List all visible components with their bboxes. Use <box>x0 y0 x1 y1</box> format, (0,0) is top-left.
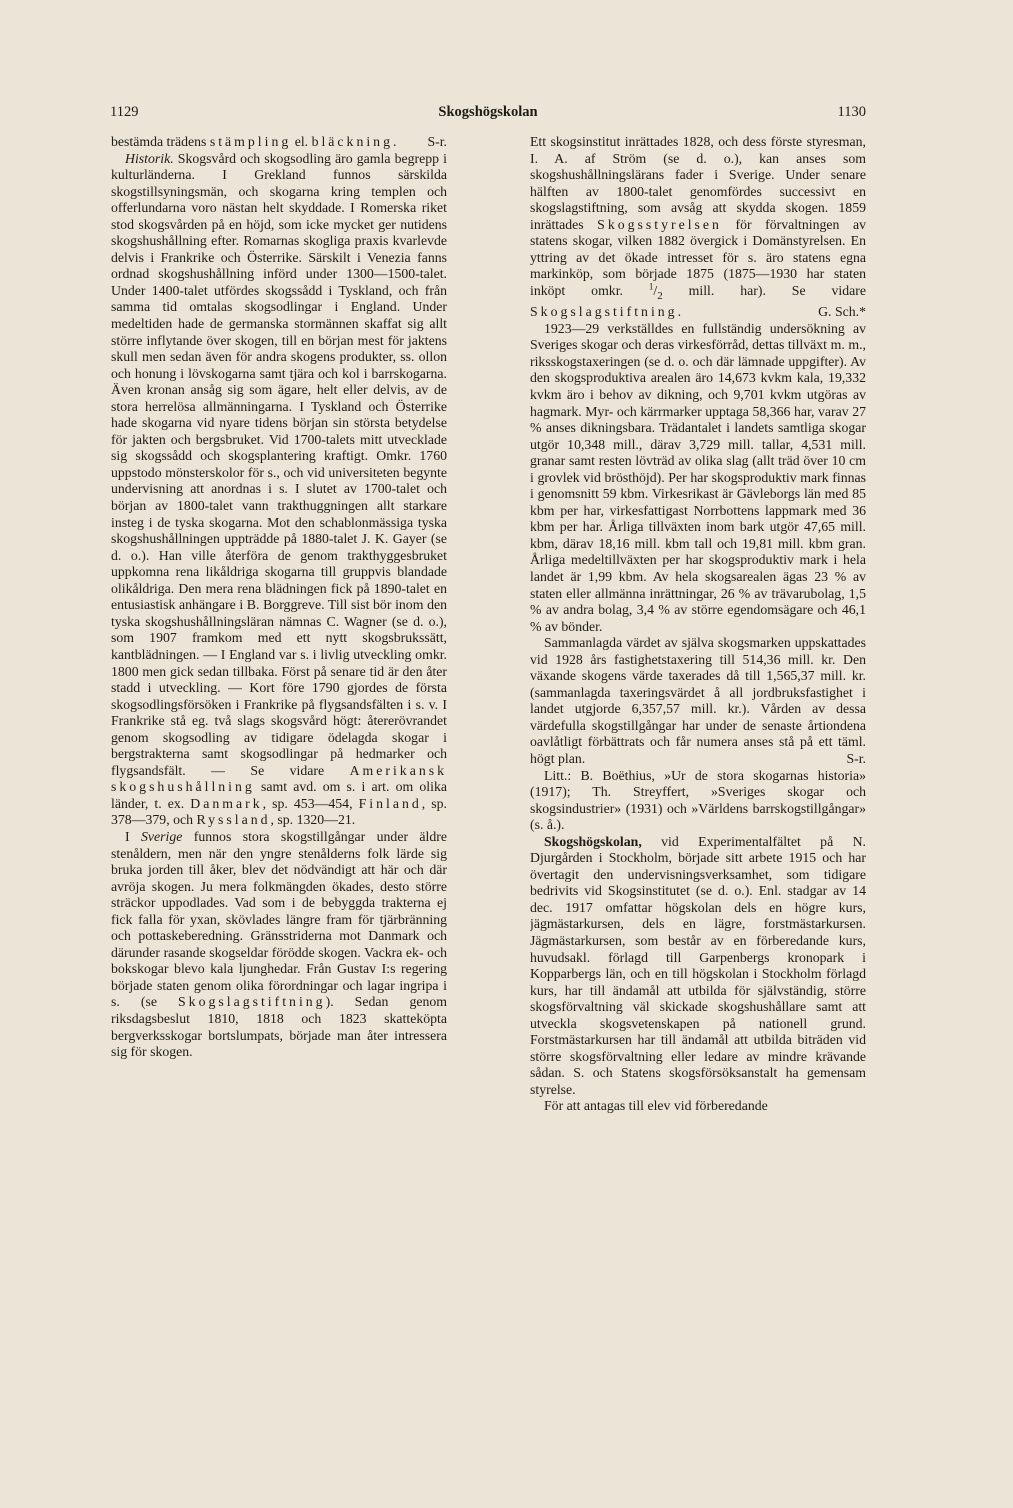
paragraph-stampling <box>111 134 447 151</box>
section-heading-historik: Historik. <box>125 150 174 166</box>
text-run: funnos stora skogstillgångar under äldre stenåldern, men när den yngre stenålderns folk lärde sig bruka jorden till åker, blev det nödvändigt att här och där avröja skogen. Ju mera folkmängden ökades, desto större sträckor uppodlades. Vad som i de bebyggda trakterna ej fick falla för yxan, skövlades längre fram för tjärbränning och pottaskeberedning. Gränsstriderna mot Danmark och därunder rasande skogseldar förödde skogen. Vackra ek- och bokskogar blevo kala ljunghedar. Från Gustav I:s regering började staten genom olika förordningar och lagar ingripa i s. (se <box>111 828 447 1010</box>
text-run: , sp. 1320—21. <box>270 812 356 828</box>
paragraph-historik <box>111 151 447 829</box>
running-title: Skogshögskolan <box>438 104 538 120</box>
spaced-term-blackning: bläckning. <box>311 134 400 149</box>
text-run: ). Sedan genom riksdagsbeslut 1810, 1818 och 1823 skatteköpta bergverksskogar bortslumpats, började man åter intressera sig för skogen. <box>111 994 447 1060</box>
cross-reference-skogslagstiftning: Skogslagstiftning <box>178 994 326 1010</box>
cross-reference-amerikansk: Amerikansk skogshushållning <box>111 762 447 795</box>
section-heading-sverige: Sverige <box>141 828 183 844</box>
spaced-term-stampling: stämpling <box>209 134 292 149</box>
text-run: mill. har). Se vidare <box>662 282 866 298</box>
text-run: , sp. 453—454, <box>262 795 359 811</box>
entry-heading-skogshogskolan: Skogshögskolan, <box>544 833 642 849</box>
right-column <box>530 134 866 1416</box>
page-header <box>110 104 866 124</box>
paragraph-varde <box>530 635 866 767</box>
left-column <box>111 134 447 1416</box>
author-signature: G. Sch.* <box>818 304 866 320</box>
paragraph-skogshogskolan <box>530 834 866 1099</box>
cross-reference-skogslagstiftning: Skogslagstiftning. <box>530 304 685 320</box>
cross-reference-danmark: Danmark <box>190 795 263 811</box>
author-signature: S-r. <box>846 750 866 766</box>
paragraph-sverige <box>111 829 447 1061</box>
paragraph-riksskogstaxering: 1923—29 verkställdes en fullständig undersökning av Sveriges skogar och deras virkesförråd, dettas tillväxt m. m., riksskogstaxeringen (se d. o. och där lämnade uppgifter). Av den skogsproduktiva arealen äro 14,673 kvkm kala, 19,332 kvkm äro i behov av dikning, och 9,701 kvkm utgöras av hagmark. Myr- och kärrmarker upptaga 58,366 har, varav 27 % anses dikningsbara. Trädantalet i landets samtliga skogar utgör 10,348 mill., därav 3,729 mill. tallar, 4,531 mill. granar samt resten lövträd av olika slag (allt träd över 10 cm i grovlek vid brösthöjd). Per har skogsproduktiv mark finnas i genomsnitt 59 kbm. Virkesrikast är Gävleborgs län med 85 kbm per har, virkesfattigast Norrbottens lappmark med 36 kbm per har. Årliga tillväxten inom bark utgör 47,65 mill. kbm, därav 18,16 mill. kbm tall och 19,81 mill. kbm gran. Årliga medeltillväxten per har skogsproduktiv mark i hela landet är 1,99 kbm. Av hela skogsarealen ägas 23 % av staten eller allmänna inrättningar, 26 % av trävarubolag, 1,5 % av andra bolag, 3,4 % av större egendomsägare och 46,1 % av bönder. <box>530 320 866 634</box>
text-run: , sp. 378—379, och <box>111 795 447 828</box>
cross-reference-finland: Finland <box>358 795 422 811</box>
text-run: Skogsvård och skogsodling äro gamla begrepp i kulturländerna. I Grekland funnos särskilda skogstillsyningsmän, och skogarna kring templen och offerlundarna voro nästan helt skyddade. I Romerska riket stod skogsvården på en höjd, som icke mycket ger nutidens skogshushållning efter. Romarnas skogliga praxis kvarlevde delvis i Frankrike och Österrike. Särskilt i Venezia fanns ordnad skogshushållning införd under 1300—1500-talet. Under 1400-talet utfördes skogssådd i Tyskland, och från samma tid omtalas skogsodlingar i England. Under medeltiden hade de germanska stormännen skaffat sig allt större inflytande över skogen, till en början mest för jaktens skull men sedan även för andra skogens produkter, ss. ollon och honung i lövskogarna samt tjära och kol i barrskogarna. Även kronan ansåg sig som ägare, helt eller delvis, av de stora herrelösa allmänningarna. I Tyskland och Österrike hade skogarna vid nyare tidens början sin största betydelse för jakten och bergsbruket. Vid 1700-talets mitt utvecklade sig skogssådd och skogsplantering kraftigt. Omkr. 1760 uppstodo mönsterskolor för s., och vid universiteten begynte undervisning att anordnas i s. I slutet av 1700-talet och början av 1800-talet vann trakthuggningen allt starkare insteg i de tyska skogarna. Mot den schablonmässiga tyska skogshushållningen uppträdde på 1880-talet J. K. Gayer (se d. o.). Han ville återföra de genom trakthyggesbruket uppkomna rena likåldriga skogarna till gruppvis blandade olikåldriga. Den mera rena blädningen fick på 1890-talet en entusiastisk anhängare i B. Borggreve. Till sist bör inom den tyska skogshushållningsläran nämnas C. Wagner (se d. o.), som 1907 framkom med ett nytt skogsbrukssätt, kantblädningen. — I England var s. i livlig utveckling omkr. 1800 men gick sedan tillbaka. Först på senare tid är den åter stadd i utveckling. — Kort före 1790 gjordes de första skogsodlingsförsöken i Frankrike på flygsandsfälten i s. v. I Frankrike stå eg. två slags skogsvård högt: återerövrandet genom skogsodling av tidigare ödelagda skogar i bergstrakterna samt skogsodlingar på hedmarker och flygsandsfält. — Se vidare <box>111 150 447 778</box>
fraction-numerator: 1 <box>648 281 654 292</box>
right-page-number: 1130 <box>837 104 866 120</box>
cross-reference-ryssland: Ryssland <box>196 812 271 828</box>
text-run: samt avd. om s. i art. om olika länder, t. ex. <box>111 779 447 811</box>
text-run: bestämda trädens <box>111 134 210 149</box>
author-signature: S-r. <box>427 134 447 149</box>
text-run: Sammanlagda värdet av själva skogsmarken uppskattades vid 1928 års fastighetstaxering till 514,36 mill. kr. Den växande skogens värde taxerades då till 1,565,37 mill. kr. (sammanlagda taxeringsvärdet å all jordbruksfastighet i landet utgjorde 6,357,57 mill. kr.). Vården av dessa värdefulla skogstillgångar har under de senaste årtiondena oavlåtligt förbättrats och får numera anses stå på ett täml. högt plan. <box>530 635 866 766</box>
paragraph-litteratur: Litt.: B. Boëthius, »Ur de stora skogarnas historia» (1917); Th. Streyffert, »Sveriges skogar och skogsindustrier» (1931) och »Världens barrskogstillgångar» (s. å.). <box>530 767 866 833</box>
fraction-denominator: 2 <box>657 289 663 302</box>
text-run: för förvaltningen av statens skogar, vilken 1882 övergick i Domänstyrelsen. En yttring av det ökade intresset för s. äro statens egna markinköp, som började 1875 (1875—1930 har staten inköpt omkr. <box>530 216 866 298</box>
cross-reference-skogsstyrelsen: Skogsstyrelsen <box>597 216 722 232</box>
text-run: I <box>125 828 141 844</box>
left-page-number: 1129 <box>110 104 139 120</box>
paragraph-skogsinstitut: Ett skogsinstitut inrättades 1828, och dess förste styresman, I. A. af Ström (se d. o.), kan anses som skogshushållningslärans fader i Sverige. Under senare hälften av 1800-talet genomfördes successivt en skogslagstiftning, som avsåg att skydda skogen. 1859 inrättades Skogsstyrelsen för förvaltningen av statens skogar, vilken 1882 övergick i Domänstyrelsen. En yttring av det ökade intresset för s. äro statens egna markinköp, som började 1875 (1875—1930 har staten inköpt omkr. $^1/_2$ mill. har). Se vidare Skogslagstiftning. G. Sch.* <box>530 134 866 320</box>
text-run: vid Experimentalfältet på N. Djurgården i Stockholm, började sitt arbete 1915 och har övertagit den undervisningsverksamhet, som tidigare bedrivits vid Skogsinstitutet (se d. o.). Enl. stadgar av 14 dec. 1917 omfattar högskolan dels en högre kurs, jägmästarkursen, dels en lägre, forstmästarkursen. Jägmästarkursen, som består av en förberedande kurs, huvudsakl. förlagd till Garpenbergs kronopark i Kopparbergs län, och en till högskolan i Stockholm förlagd kurs, har till ändamål att utbilda för självständig, större skogsförvaltning väl skickade skogshushållare samt att utveckla skogsvetenskapen på nationell grund. Forstmästarkursen har till ändamål att utbilda biträden vid större skogsförvaltning eller ledare av mindre krävande sådan. S. och Statens skogsförsöksanstalt ha gemensam styrelse. <box>530 833 866 1097</box>
paragraph-antagning: För att antagas till elev vid förberedande <box>544 1098 768 1114</box>
text-run: el. <box>291 134 312 149</box>
text-run: Ett skogsinstitut inrättades 1828, och dess förste styresman, I. A. af Ström (se d. o.), kan anses som skogshushållningslärans fader i Sverige. Under senare hälften av 1800-talet genomfördes successivt en skogslagstiftning, som avsåg att skydda skogen. 1859 inrättades <box>530 134 866 232</box>
